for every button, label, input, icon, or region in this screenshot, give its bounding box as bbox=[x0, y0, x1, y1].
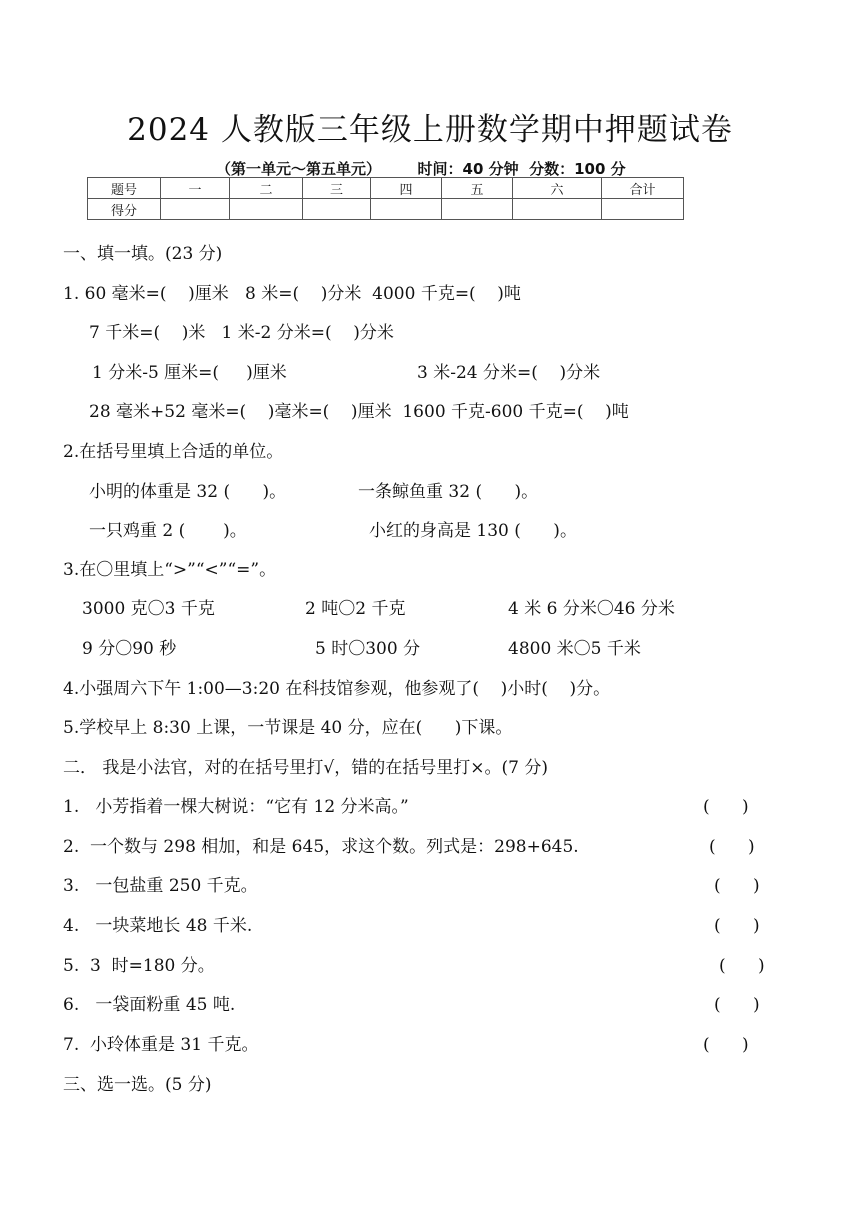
answer-parentheses[interactable]: ( ) bbox=[703, 1035, 749, 1055]
q2-line1-right: 一条鲸鱼重 32 ( )。 bbox=[358, 482, 539, 502]
score-header-cell: 六 bbox=[513, 178, 602, 199]
score-table-header-row bbox=[88, 178, 684, 199]
page-title: 2024 人教版三年级上册数学期中押题试卷 bbox=[127, 112, 733, 148]
score-input-cell[interactable] bbox=[303, 199, 371, 220]
judge-item: 5. 3 时=180 分。 bbox=[63, 956, 215, 976]
q4-text: 4.小强周六下午 1:00—3:20 在科技馆参观，他参观了( )小时( )分。 bbox=[63, 679, 611, 699]
score-input-cell[interactable] bbox=[161, 199, 230, 220]
judge-item: 4. 一块菜地长 48 千米. bbox=[63, 916, 253, 936]
answer-parentheses[interactable]: ( ) bbox=[703, 797, 749, 817]
section1-heading: 一、填一填。(23 分) bbox=[63, 244, 223, 264]
answer-parentheses[interactable]: ( ) bbox=[719, 956, 765, 976]
judge-item: 6. 一袋面粉重 45 吨. bbox=[63, 995, 236, 1015]
q2-heading: 2.在括号里填上合适的单位。 bbox=[63, 442, 284, 462]
q3-item: 4 米 6 分米〇46 分米 bbox=[508, 599, 675, 619]
q1-line3-right: 3 米-24 分米=( )分米 bbox=[417, 363, 601, 383]
judge-item: 3. 一包盐重 250 千克。 bbox=[63, 876, 258, 896]
answer-parentheses[interactable]: ( ) bbox=[714, 916, 760, 936]
answer-parentheses[interactable]: ( ) bbox=[709, 837, 755, 857]
score-header-cell: 一 bbox=[161, 178, 230, 199]
q3-item: 5 时〇300 分 bbox=[315, 639, 421, 659]
answer-parentheses[interactable]: ( ) bbox=[714, 995, 760, 1015]
score-input-cell[interactable] bbox=[513, 199, 602, 220]
q2-line2-right: 小红的身高是 130 ( )。 bbox=[369, 521, 577, 541]
judge-item: 1. 小芳指着一棵大树说：“它有 12 分米高。” bbox=[63, 797, 409, 817]
score-header-cell: 三 bbox=[303, 178, 371, 199]
section2-heading: 二． 我是小法官，对的在括号里打√，错的在括号里打×。(7 分) bbox=[63, 758, 548, 778]
q1-line1: 1. 60 毫米=( )厘米 8 米=( )分米 4000 千克=( )吨 bbox=[63, 284, 521, 304]
score-table bbox=[87, 177, 684, 220]
q3-item: 9 分〇90 秒 bbox=[82, 639, 177, 659]
score-header-cell: 题号 bbox=[88, 178, 161, 199]
q3-item: 3000 克〇3 千克 bbox=[82, 599, 215, 619]
q3-item: 2 吨〇2 千克 bbox=[305, 599, 406, 619]
score-row-label: 得分 bbox=[88, 199, 161, 220]
q3-heading: 3.在〇里填上“>”“<”“=”。 bbox=[63, 560, 277, 580]
answer-parentheses[interactable]: ( ) bbox=[714, 876, 760, 896]
q2-line1-left: 小明的体重是 32 ( )。 bbox=[89, 482, 287, 502]
q1-line3-left: 1 分米-5 厘米=( )厘米 bbox=[92, 363, 287, 383]
section3-heading: 三、选一选。(5 分) bbox=[63, 1075, 212, 1095]
q1-line4: 28 毫米+52 毫米=( )毫米=( )厘米 1600 千克-600 千克=( )吨 bbox=[89, 402, 629, 422]
score-input-cell[interactable] bbox=[442, 199, 513, 220]
q5-text: 5.学校早上 8:30 上课，一节课是 40 分，应在( )下课。 bbox=[63, 718, 513, 738]
score-header-cell: 四 bbox=[371, 178, 442, 199]
score-header-cell: 五 bbox=[442, 178, 513, 199]
score-table-score-row bbox=[88, 199, 684, 220]
q2-line2-left: 一只鸡重 2 ( )。 bbox=[89, 521, 247, 541]
judge-item: 2. 一个数与 298 相加，和是 645，求这个数。列式是：298+645. bbox=[63, 837, 579, 857]
score-input-cell[interactable] bbox=[602, 199, 684, 220]
score-input-cell[interactable] bbox=[371, 199, 442, 220]
exam-subtitle: （第一单元～第五单元） 时间：40 分钟 分数：100 分 bbox=[216, 160, 626, 178]
judge-item: 7. 小玲体重是 31 千克。 bbox=[63, 1035, 259, 1055]
score-input-cell[interactable] bbox=[230, 199, 303, 220]
score-header-cell: 合计 bbox=[602, 178, 684, 199]
q1-line2: 7 千米=( )米 1 米-2 分米=( )分米 bbox=[89, 323, 394, 343]
q3-item: 4800 米〇5 千米 bbox=[508, 639, 641, 659]
score-header-cell: 二 bbox=[230, 178, 303, 199]
